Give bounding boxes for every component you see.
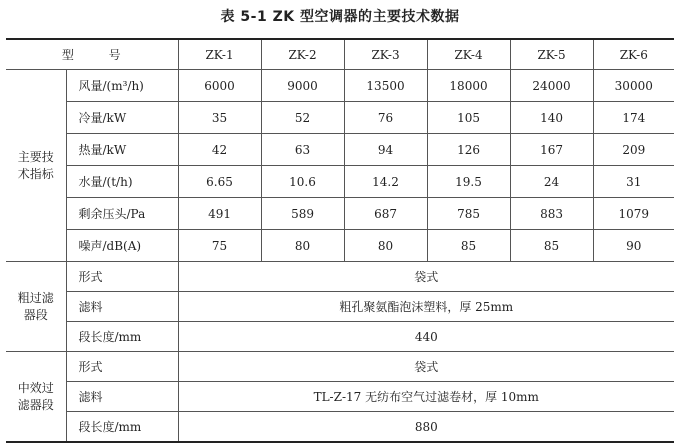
model-header: ZK-6 [593,39,674,70]
model-header: ZK-5 [510,39,593,70]
table-cell: 491 [178,198,261,230]
table-cell: 209 [593,134,674,166]
table-cell: 80 [344,230,427,262]
row-label: 形式 [66,352,178,382]
table-cell: 883 [510,198,593,230]
table-cell: 52 [261,102,344,134]
table-cell: 24000 [510,70,593,102]
table-cell: 167 [510,134,593,166]
medium-filter-group-label [6,352,66,443]
table-title: 表 5-1 ZK 型空调器的主要技术数据 [220,9,460,25]
table-cell: 30000 [593,70,674,102]
table-row [6,382,674,412]
table-cell: 63 [261,134,344,166]
table-cell: 785 [427,198,510,230]
group-label-line: 器段 [23,307,48,322]
model-header: ZK-2 [261,39,344,70]
table-cell: 80 [261,230,344,262]
table-row [6,102,674,134]
row-label: 段长度/mm [66,412,178,443]
table-row [6,166,674,198]
table-row [6,198,674,230]
group-label-line: 主要技 [17,149,54,164]
table-cell: 24 [510,166,593,198]
group-label-line: 中效过 [17,380,54,395]
table-cell: 14.2 [344,166,427,198]
table-row [6,292,674,322]
table-cell: 袋式 [178,262,674,292]
table-row [6,412,674,443]
table-cell: 85 [510,230,593,262]
table-cell: 90 [593,230,674,262]
table-cell: 1079 [593,198,674,230]
table-cell: 18000 [427,70,510,102]
model-header: ZK-4 [427,39,510,70]
model-header-label: 型 号 [6,39,178,70]
row-label: 水量/(t/h) [66,166,178,198]
table-row [6,134,674,166]
row-label: 段长度/mm [66,322,178,352]
table-cell: 85 [427,230,510,262]
coarse-filter-group-label [6,262,66,352]
group-label-line: 粗过滤 [17,290,54,305]
table-cell: 126 [427,134,510,166]
table-cell: 13500 [344,70,427,102]
main-specs-group-label [6,70,66,262]
table-cell: 687 [344,198,427,230]
table-cell: 袋式 [178,352,674,382]
table-cell: 35 [178,102,261,134]
table-row [6,230,674,262]
table-cell: 174 [593,102,674,134]
row-label: 滤料 [66,292,178,322]
row-label: 热量/kW [66,134,178,166]
table-row [6,262,674,292]
model-header: ZK-3 [344,39,427,70]
table-cell: 粗孔聚氨酯泡沫塑料，厚 25mm [178,292,674,322]
row-label: 形式 [66,262,178,292]
spec-table [6,38,674,443]
group-label-line: 滤器段 [17,397,54,412]
table-cell: TL-Z-17 无纺布空气过滤卷材，厚 10mm [178,382,674,412]
table-cell: 9000 [261,70,344,102]
table-cell: 6000 [178,70,261,102]
model-header: ZK-1 [178,39,261,70]
table-cell: 589 [261,198,344,230]
group-label-line: 术指标 [17,166,54,181]
table-row [6,352,674,382]
table-cell: 105 [427,102,510,134]
row-label: 噪声/dB(A) [66,230,178,262]
row-label: 滤料 [66,382,178,412]
row-label: 剩余压头/Pa [66,198,178,230]
table-cell: 6.65 [178,166,261,198]
table-cell: 42 [178,134,261,166]
table-cell: 440 [178,322,674,352]
table-cell: 31 [593,166,674,198]
table-cell: 76 [344,102,427,134]
table-cell: 880 [178,412,674,443]
table-cell: 140 [510,102,593,134]
table-cell: 94 [344,134,427,166]
row-label: 冷量/kW [66,102,178,134]
table-row [6,70,674,102]
table-cell: 19.5 [427,166,510,198]
table-row [6,322,674,352]
table-cell: 10.6 [261,166,344,198]
header-row [6,39,674,70]
row-label: 风量/(m³/h) [66,70,178,102]
table-cell: 75 [178,230,261,262]
